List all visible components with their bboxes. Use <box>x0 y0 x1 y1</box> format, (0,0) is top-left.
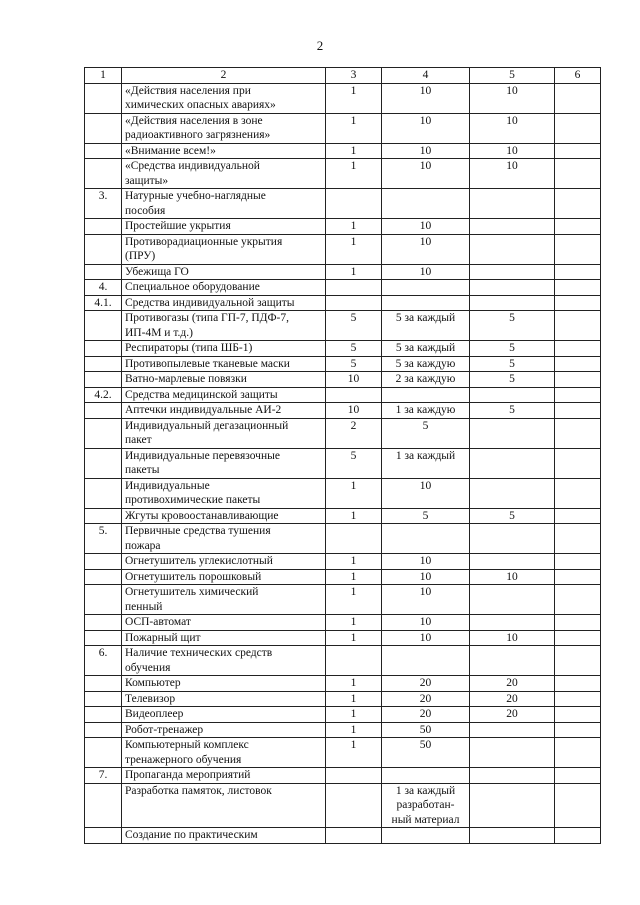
row-number-cell <box>85 418 122 448</box>
column-3-cell: 1 <box>326 264 382 280</box>
row-number-cell <box>85 403 122 419</box>
column-6-cell <box>555 828 601 844</box>
column-4-cell: 10 <box>382 113 470 143</box>
column-header: 5 <box>470 68 555 84</box>
row-number-cell <box>85 783 122 828</box>
table-row <box>85 83 601 113</box>
column-4-cell: 10 <box>382 585 470 615</box>
column-6-cell <box>555 768 601 784</box>
column-4-cell: 10 <box>382 234 470 264</box>
table-row <box>85 356 601 372</box>
item-name-cell: Робот-тренажер <box>122 722 326 738</box>
column-5-cell <box>470 554 555 570</box>
item-name-cell: Пожарный щит <box>122 630 326 646</box>
column-5-cell: 10 <box>470 569 555 585</box>
item-name-cell: Жгуты кровоостанавливающие <box>122 508 326 524</box>
row-number-cell <box>85 691 122 707</box>
row-number-cell <box>85 707 122 723</box>
row-number-cell: 4.2. <box>85 387 122 403</box>
row-number-cell <box>85 828 122 844</box>
column-3-cell: 10 <box>326 372 382 388</box>
column-3-cell: 1 <box>326 585 382 615</box>
column-4-cell <box>382 280 470 296</box>
column-6-cell <box>555 448 601 478</box>
column-4-cell <box>382 646 470 676</box>
column-4-cell: 10 <box>382 264 470 280</box>
column-6-cell <box>555 219 601 235</box>
row-number-cell <box>85 264 122 280</box>
column-5-cell: 20 <box>470 707 555 723</box>
table-row <box>85 554 601 570</box>
table-row <box>85 143 601 159</box>
item-name-cell: Огнетушитель углекислотный <box>122 554 326 570</box>
row-number-cell <box>85 143 122 159</box>
column-4-cell: 2 за каждую <box>382 372 470 388</box>
item-name-cell: «Действия населения в зоне радиоактивного загрязнения» <box>122 113 326 143</box>
column-5-cell <box>470 646 555 676</box>
item-name-cell: Убежища ГО <box>122 264 326 280</box>
item-name-cell: «Внимание всем!» <box>122 143 326 159</box>
column-3-cell: 2 <box>326 418 382 448</box>
row-number-cell <box>85 234 122 264</box>
column-4-cell: 50 <box>382 738 470 768</box>
column-6-cell <box>555 403 601 419</box>
row-number-cell: 7. <box>85 768 122 784</box>
table-row <box>85 448 601 478</box>
column-header: 1 <box>85 68 122 84</box>
column-6-cell <box>555 585 601 615</box>
item-name-cell: Индивидуальный дегазационный пакет <box>122 418 326 448</box>
table-row <box>85 768 601 784</box>
column-5-cell <box>470 387 555 403</box>
column-5-cell <box>470 722 555 738</box>
row-number-cell <box>85 554 122 570</box>
column-5-cell: 20 <box>470 691 555 707</box>
column-5-cell <box>470 219 555 235</box>
table-header-row <box>85 68 601 84</box>
column-3-cell <box>326 189 382 219</box>
table-row <box>85 387 601 403</box>
table-row <box>85 630 601 646</box>
row-number-cell: 4. <box>85 280 122 296</box>
row-number-cell: 6. <box>85 646 122 676</box>
column-header: 4 <box>382 68 470 84</box>
row-number-cell <box>85 219 122 235</box>
column-5-cell: 10 <box>470 630 555 646</box>
row-number-cell: 3. <box>85 189 122 219</box>
column-5-cell <box>470 189 555 219</box>
table-row <box>85 159 601 189</box>
column-6-cell <box>555 159 601 189</box>
column-3-cell: 10 <box>326 403 382 419</box>
equipment-table <box>84 67 601 844</box>
item-name-cell: Огнетушитель химический пенный <box>122 585 326 615</box>
column-3-cell <box>326 524 382 554</box>
row-number-cell <box>85 113 122 143</box>
column-5-cell <box>470 418 555 448</box>
row-number-cell <box>85 508 122 524</box>
item-name-cell: Средства индивидуальной защиты <box>122 295 326 311</box>
row-number-cell <box>85 676 122 692</box>
row-number-cell <box>85 448 122 478</box>
column-6-cell <box>555 143 601 159</box>
column-6-cell <box>555 524 601 554</box>
column-5-cell: 10 <box>470 143 555 159</box>
table-row <box>85 783 601 828</box>
item-name-cell: Пропаганда мероприятий <box>122 768 326 784</box>
column-4-cell: 50 <box>382 722 470 738</box>
column-4-cell <box>382 768 470 784</box>
row-number-cell <box>85 630 122 646</box>
column-3-cell: 1 <box>326 219 382 235</box>
column-3-cell: 1 <box>326 159 382 189</box>
column-4-cell: 10 <box>382 630 470 646</box>
column-3-cell: 1 <box>326 569 382 585</box>
column-5-cell <box>470 783 555 828</box>
column-5-cell: 5 <box>470 372 555 388</box>
table-row <box>85 676 601 692</box>
item-name-cell: Первичные средства тушения пожара <box>122 524 326 554</box>
column-5-cell <box>470 295 555 311</box>
row-number-cell <box>85 159 122 189</box>
item-name-cell: Простейшие укрытия <box>122 219 326 235</box>
item-name-cell: Аптечки индивидуальные АИ-2 <box>122 403 326 419</box>
table-row <box>85 113 601 143</box>
column-5-cell: 5 <box>470 508 555 524</box>
table-row <box>85 524 601 554</box>
column-3-cell: 1 <box>326 630 382 646</box>
column-6-cell <box>555 311 601 341</box>
column-3-cell: 1 <box>326 83 382 113</box>
row-number-cell <box>85 341 122 357</box>
column-5-cell: 10 <box>470 159 555 189</box>
item-name-cell: Средства медицинской защиты <box>122 387 326 403</box>
table-row <box>85 707 601 723</box>
item-name-cell: Компьютерный комплекс тренажерного обучения <box>122 738 326 768</box>
column-6-cell <box>555 738 601 768</box>
column-6-cell <box>555 646 601 676</box>
row-number-cell <box>85 372 122 388</box>
item-name-cell: Создание по практическим <box>122 828 326 844</box>
column-5-cell: 10 <box>470 83 555 113</box>
column-5-cell <box>470 478 555 508</box>
column-5-cell: 5 <box>470 311 555 341</box>
item-name-cell: Наличие технических средств обучения <box>122 646 326 676</box>
column-3-cell: 1 <box>326 707 382 723</box>
row-number-cell <box>85 311 122 341</box>
column-3-cell <box>326 387 382 403</box>
item-name-cell: Индивидуальные противохимические пакеты <box>122 478 326 508</box>
item-name-cell: Разработка памяток, листовок <box>122 783 326 828</box>
column-6-cell <box>555 783 601 828</box>
column-5-cell <box>470 828 555 844</box>
item-name-cell: Огнетушитель порошковый <box>122 569 326 585</box>
column-4-cell <box>382 189 470 219</box>
column-3-cell: 5 <box>326 311 382 341</box>
table-row <box>85 478 601 508</box>
column-6-cell <box>555 113 601 143</box>
item-name-cell: Натурные учебно-наглядные пособия <box>122 189 326 219</box>
column-3-cell: 1 <box>326 738 382 768</box>
column-5-cell: 5 <box>470 341 555 357</box>
column-4-cell: 5 за каждый <box>382 341 470 357</box>
column-5-cell: 10 <box>470 113 555 143</box>
item-name-cell: Индивидуальные перевязочные пакеты <box>122 448 326 478</box>
column-6-cell <box>555 418 601 448</box>
column-header: 2 <box>122 68 326 84</box>
table-row <box>85 691 601 707</box>
row-number-cell <box>85 356 122 372</box>
column-4-cell: 1 за каждый <box>382 448 470 478</box>
item-name-cell: «Действия населения при химических опасных авариях» <box>122 83 326 113</box>
column-4-cell <box>382 295 470 311</box>
column-3-cell <box>326 783 382 828</box>
column-6-cell <box>555 691 601 707</box>
column-4-cell <box>382 828 470 844</box>
table-row <box>85 569 601 585</box>
column-3-cell: 5 <box>326 448 382 478</box>
column-4-cell: 5 <box>382 418 470 448</box>
table-row <box>85 722 601 738</box>
row-number-cell <box>85 585 122 615</box>
column-4-cell: 10 <box>382 143 470 159</box>
column-5-cell <box>470 280 555 296</box>
column-6-cell <box>555 280 601 296</box>
column-3-cell <box>326 828 382 844</box>
item-name-cell: Компьютер <box>122 676 326 692</box>
column-3-cell <box>326 768 382 784</box>
column-6-cell <box>555 356 601 372</box>
table-row <box>85 311 601 341</box>
column-6-cell <box>555 478 601 508</box>
column-4-cell: 10 <box>382 615 470 631</box>
column-4-cell: 20 <box>382 707 470 723</box>
column-5-cell <box>470 615 555 631</box>
row-number-cell: 4.1. <box>85 295 122 311</box>
column-6-cell <box>555 83 601 113</box>
column-6-cell <box>555 554 601 570</box>
column-6-cell <box>555 615 601 631</box>
table-row <box>85 646 601 676</box>
column-6-cell <box>555 676 601 692</box>
column-6-cell <box>555 264 601 280</box>
column-4-cell: 10 <box>382 478 470 508</box>
table-body <box>85 68 601 844</box>
column-3-cell <box>326 280 382 296</box>
row-number-cell <box>85 478 122 508</box>
column-3-cell: 1 <box>326 113 382 143</box>
column-6-cell <box>555 372 601 388</box>
row-number-cell <box>85 738 122 768</box>
column-5-cell: 5 <box>470 403 555 419</box>
page-number: 2 <box>316 38 324 53</box>
table-row <box>85 280 601 296</box>
column-4-cell: 5 <box>382 508 470 524</box>
item-name-cell: Видеоплеер <box>122 707 326 723</box>
row-number-cell <box>85 615 122 631</box>
table-row <box>85 828 601 844</box>
table-row <box>85 189 601 219</box>
item-name-cell: Телевизор <box>122 691 326 707</box>
column-4-cell: 5 за каждую <box>382 356 470 372</box>
item-name-cell: «Средства индивидуальной защиты» <box>122 159 326 189</box>
item-name-cell: Противогазы (типа ГП-7, ПДФ-7, ИП-4М и т.д.) <box>122 311 326 341</box>
column-6-cell <box>555 341 601 357</box>
column-5-cell <box>470 234 555 264</box>
column-3-cell: 1 <box>326 615 382 631</box>
column-6-cell <box>555 508 601 524</box>
column-5-cell <box>470 738 555 768</box>
column-6-cell <box>555 707 601 723</box>
table-row <box>85 585 601 615</box>
column-3-cell: 1 <box>326 691 382 707</box>
column-6-cell <box>555 295 601 311</box>
column-6-cell <box>555 722 601 738</box>
column-3-cell: 5 <box>326 341 382 357</box>
column-5-cell <box>470 264 555 280</box>
item-name-cell: Специальное оборудование <box>122 280 326 296</box>
item-name-cell: ОСП-автомат <box>122 615 326 631</box>
column-header: 3 <box>326 68 382 84</box>
row-number-cell: 5. <box>85 524 122 554</box>
column-5-cell <box>470 768 555 784</box>
column-4-cell: 10 <box>382 569 470 585</box>
column-6-cell <box>555 234 601 264</box>
table-row <box>85 615 601 631</box>
column-6-cell <box>555 387 601 403</box>
column-3-cell: 1 <box>326 676 382 692</box>
item-name-cell: Противопылевые тканевые маски <box>122 356 326 372</box>
column-3-cell: 5 <box>326 356 382 372</box>
column-4-cell: 5 за каждый <box>382 311 470 341</box>
table-row <box>85 219 601 235</box>
column-5-cell <box>470 585 555 615</box>
column-6-cell <box>555 569 601 585</box>
column-6-cell <box>555 630 601 646</box>
column-3-cell: 1 <box>326 554 382 570</box>
column-4-cell <box>382 387 470 403</box>
column-3-cell: 1 <box>326 143 382 159</box>
table-row <box>85 341 601 357</box>
column-4-cell <box>382 524 470 554</box>
row-number-cell <box>85 569 122 585</box>
column-4-cell: 10 <box>382 83 470 113</box>
column-4-cell: 20 <box>382 691 470 707</box>
item-name-cell: Ватно-марлевые повязки <box>122 372 326 388</box>
column-4-cell: 1 за каждую <box>382 403 470 419</box>
column-3-cell: 1 <box>326 508 382 524</box>
column-3-cell: 1 <box>326 234 382 264</box>
row-number-cell <box>85 722 122 738</box>
table-row <box>85 295 601 311</box>
column-5-cell <box>470 524 555 554</box>
column-4-cell: 10 <box>382 159 470 189</box>
column-4-cell: 10 <box>382 219 470 235</box>
item-name-cell: Противорадиационные укрытия (ПРУ) <box>122 234 326 264</box>
column-3-cell <box>326 646 382 676</box>
column-header: 6 <box>555 68 601 84</box>
column-4-cell: 10 <box>382 554 470 570</box>
column-3-cell: 1 <box>326 478 382 508</box>
table-row <box>85 508 601 524</box>
table-row <box>85 418 601 448</box>
item-name-cell: Респираторы (типа ШБ-1) <box>122 341 326 357</box>
table-row <box>85 372 601 388</box>
column-5-cell <box>470 448 555 478</box>
column-4-cell: 20 <box>382 676 470 692</box>
table-row <box>85 234 601 264</box>
table-row <box>85 264 601 280</box>
column-3-cell: 1 <box>326 722 382 738</box>
column-3-cell <box>326 295 382 311</box>
column-5-cell: 5 <box>470 356 555 372</box>
column-6-cell <box>555 189 601 219</box>
column-4-cell: 1 за каждый разработан- ный материал <box>382 783 470 828</box>
row-number-cell <box>85 83 122 113</box>
column-5-cell: 20 <box>470 676 555 692</box>
table-row <box>85 403 601 419</box>
table-row <box>85 738 601 768</box>
